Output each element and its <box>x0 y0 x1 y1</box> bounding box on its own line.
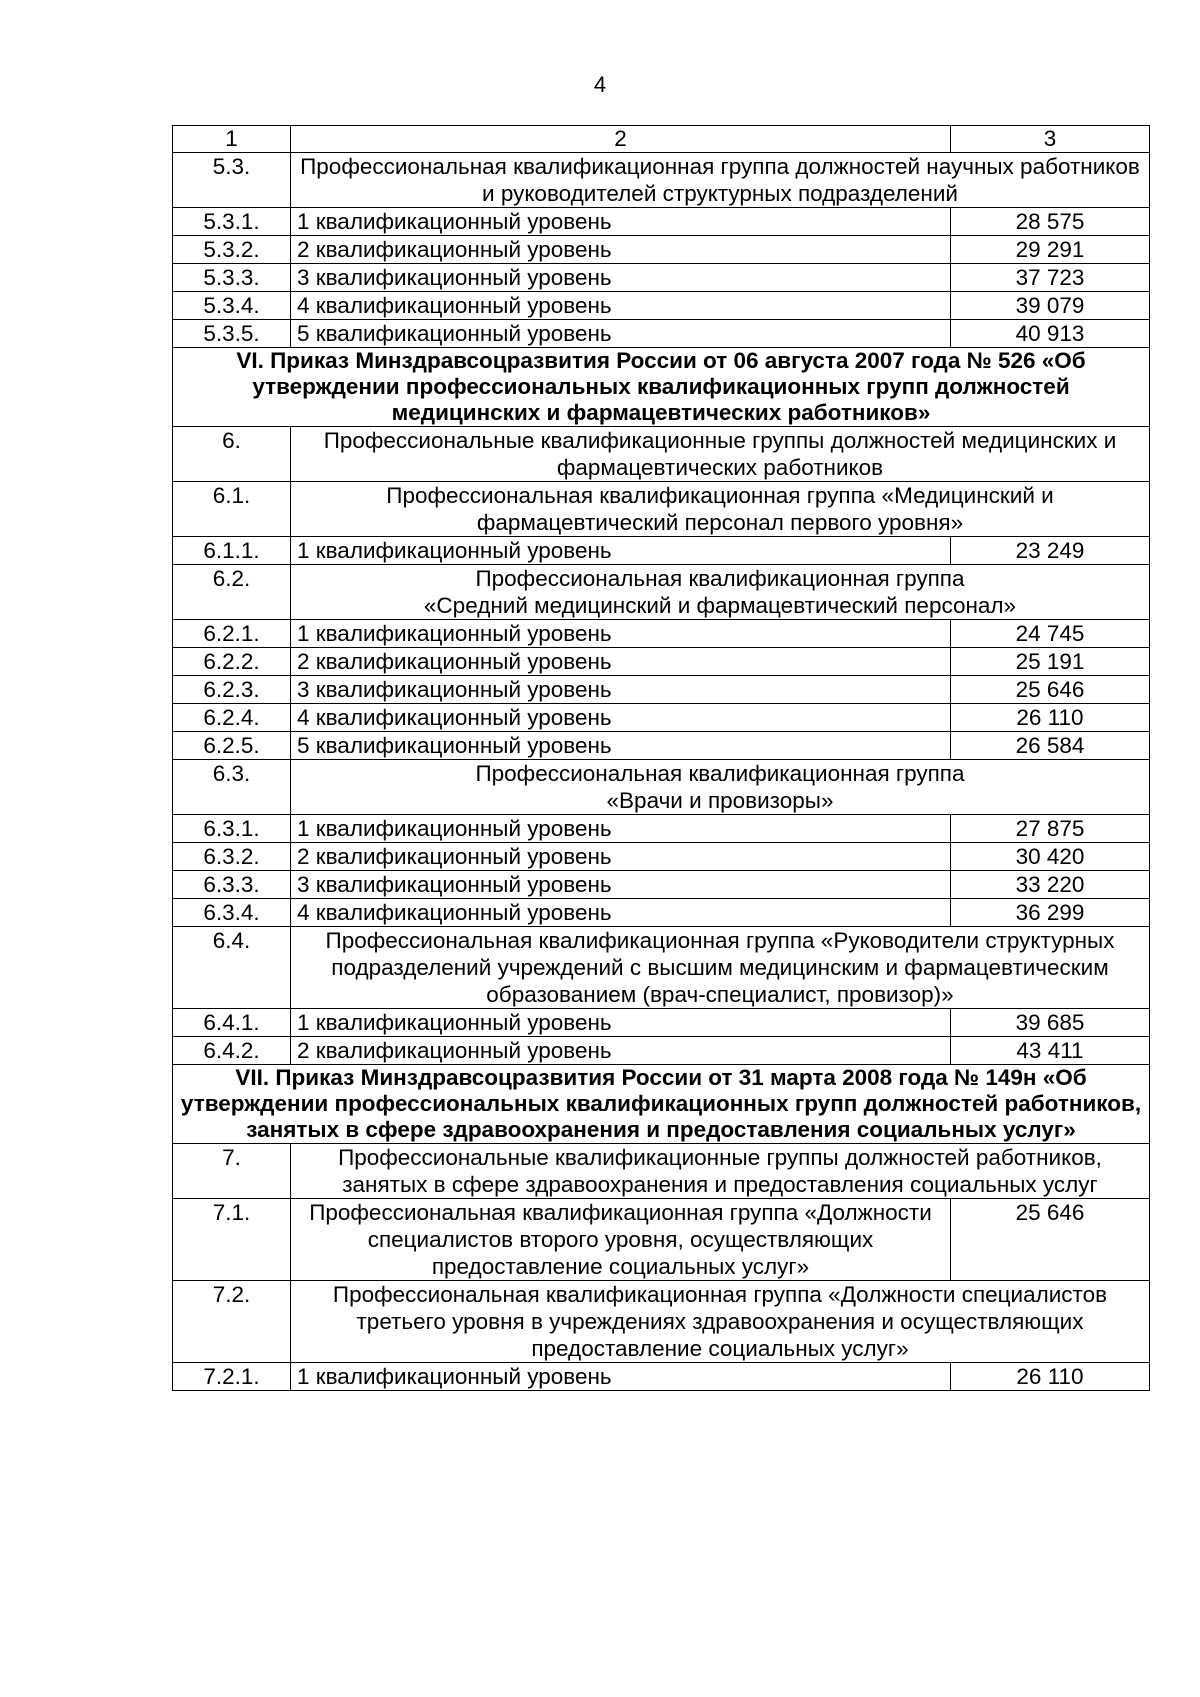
row-number: 6.3.1. <box>173 815 291 843</box>
row-number: 7.1. <box>173 1199 291 1281</box>
group-row <box>173 760 1150 815</box>
group-name-line2: «Средний медицинский и фармацевтический персонал» <box>423 593 1017 618</box>
row-number: 6.1. <box>173 482 291 537</box>
salary-value: 25 646 <box>951 676 1150 704</box>
level-name: 2 квалификационный уровень <box>291 1037 951 1065</box>
group-name <box>291 760 1150 815</box>
row-number: 6.2.4. <box>173 704 291 732</box>
level-name: 5 квалификационный уровень <box>291 320 951 348</box>
row-number: 7. <box>173 1144 291 1199</box>
table-row <box>173 236 1150 264</box>
level-name: 1 квалификационный уровень <box>291 1363 951 1391</box>
row-number: 5.3.5. <box>173 320 291 348</box>
salary-value: 39 685 <box>951 1009 1150 1037</box>
row-number: 6.2. <box>173 565 291 620</box>
group-row <box>173 482 1150 537</box>
group-row <box>173 1199 1150 1281</box>
table-row <box>173 871 1150 899</box>
header-col1: 1 <box>173 126 291 153</box>
row-number: 7.2.1. <box>173 1363 291 1391</box>
page-number: 4 <box>593 72 607 97</box>
table-row <box>173 1363 1150 1391</box>
row-number: 5.3.2. <box>173 236 291 264</box>
level-name: 2 квалификационный уровень <box>291 843 951 871</box>
row-number: 5.3. <box>173 153 291 208</box>
row-number: 6.3.4. <box>173 899 291 927</box>
group-name <box>291 565 1150 620</box>
row-number: 5.3.3. <box>173 264 291 292</box>
table-row <box>173 648 1150 676</box>
salary-value: 26 584 <box>951 732 1150 760</box>
salary-value: 40 913 <box>951 320 1150 348</box>
group-name: Профессиональные квалификационные группы должностей медицинских и фармацевтических работников <box>291 427 1150 482</box>
table-row <box>173 676 1150 704</box>
level-name: 5 квалификационный уровень <box>291 732 951 760</box>
table-row <box>173 704 1150 732</box>
group-row <box>173 153 1150 208</box>
table-row <box>173 899 1150 927</box>
salary-value: 28 575 <box>951 208 1150 236</box>
row-number: 6.4.1. <box>173 1009 291 1037</box>
salary-table <box>172 125 1150 1391</box>
level-name: 1 квалификационный уровень <box>291 620 951 648</box>
group-name-line1: Профессиональная квалификационная группа <box>475 761 965 786</box>
salary-value: 36 299 <box>951 899 1150 927</box>
group-name-line1: Профессиональная квалификационная группа <box>475 566 965 591</box>
level-name: 2 квалификационный уровень <box>291 648 951 676</box>
level-name: 2 квалификационный уровень <box>291 236 951 264</box>
table-row <box>173 320 1150 348</box>
group-name: Профессиональная квалификационная группа «Должности специалистов третьего уровня в учреждениях здравоохранения и осуществляющих предоставление социальных услуг» <box>291 1281 1150 1363</box>
salary-value: 25 191 <box>951 648 1150 676</box>
salary-value: 26 110 <box>951 704 1150 732</box>
salary-value: 39 079 <box>951 292 1150 320</box>
table-row <box>173 537 1150 565</box>
level-name: 4 квалификационный уровень <box>291 704 951 732</box>
salary-value: 33 220 <box>951 871 1150 899</box>
table-row <box>173 732 1150 760</box>
group-name: Профессиональные квалификационные группы должностей работников, занятых в сфере здравоохранения и предоставления социальных услуг <box>291 1144 1150 1199</box>
table-row <box>173 620 1150 648</box>
salary-value: 43 411 <box>951 1037 1150 1065</box>
row-number: 6.2.5. <box>173 732 291 760</box>
level-name: 3 квалификационный уровень <box>291 676 951 704</box>
group-name: Профессиональная квалификационная группа «Медицинский и фармацевтический персонал первого уровня» <box>291 482 1150 537</box>
level-name: 3 квалификационный уровень <box>291 871 951 899</box>
group-name-line2: «Врачи и провизоры» <box>606 788 834 813</box>
salary-value: 30 420 <box>951 843 1150 871</box>
level-name: 1 квалификационный уровень <box>291 208 951 236</box>
level-name: 1 квалификационный уровень <box>291 815 951 843</box>
header-col3: 3 <box>951 126 1150 153</box>
section-title: VI. Приказ Минздравсоцразвития России от 06 августа 2007 года № 526 «Об утверждении профессиональных квалификационных групп должностей медицинских и фармацевтических работников» <box>173 348 1150 427</box>
salary-value: 29 291 <box>951 236 1150 264</box>
level-name: 3 квалификационный уровень <box>291 264 951 292</box>
group-name: Профессиональная квалификационная группа должностей научных работников и руководителей структурных подразделений <box>291 153 1150 208</box>
row-number: 6.2.3. <box>173 676 291 704</box>
row-number: 6.3.2. <box>173 843 291 871</box>
level-name: 1 квалификационный уровень <box>291 1009 951 1037</box>
row-number: 6.3.3. <box>173 871 291 899</box>
salary-value: 25 646 <box>951 1199 1150 1281</box>
row-number: 6.3. <box>173 760 291 815</box>
table-row <box>173 1009 1150 1037</box>
section-row <box>173 348 1150 427</box>
section-title: VII. Приказ Минздравсоцразвития России от 31 марта 2008 года № 149н «Об утверждении профессиональных квалификационных групп должностей работников, занятых в сфере здравоохранения и предоставления социальных услуг» <box>173 1065 1150 1144</box>
level-name: 4 квалификационный уровень <box>291 899 951 927</box>
level-name: 4 квалификационный уровень <box>291 292 951 320</box>
group-row <box>173 1281 1150 1363</box>
row-number: 6.4.2. <box>173 1037 291 1065</box>
table-row <box>173 264 1150 292</box>
table-row <box>173 815 1150 843</box>
table-row <box>173 292 1150 320</box>
level-name: 1 квалификационный уровень <box>291 537 951 565</box>
group-name: Профессиональная квалификационная группа «Руководители структурных подразделений учреждений с высшим медицинским и фармацевтическим образованием (врач-специалист, провизор)» <box>291 927 1150 1009</box>
row-number: 6.2.2. <box>173 648 291 676</box>
row-number: 6.2.1. <box>173 620 291 648</box>
salary-value: 23 249 <box>951 537 1150 565</box>
salary-value: 37 723 <box>951 264 1150 292</box>
section-row <box>173 1065 1150 1144</box>
row-number: 7.2. <box>173 1281 291 1363</box>
salary-value: 26 110 <box>951 1363 1150 1391</box>
row-number: 6.1.1. <box>173 537 291 565</box>
group-row <box>173 1144 1150 1199</box>
group-row <box>173 427 1150 482</box>
row-number: 6. <box>173 427 291 482</box>
row-number: 6.4. <box>173 927 291 1009</box>
table-row <box>173 208 1150 236</box>
table-row <box>173 1037 1150 1065</box>
salary-value: 27 875 <box>951 815 1150 843</box>
group-name: Профессиональная квалификационная группа «Должности специалистов второго уровня, осуществляющих предоставление социальных услуг» <box>291 1199 951 1281</box>
row-number: 5.3.1. <box>173 208 291 236</box>
group-row <box>173 927 1150 1009</box>
header-col2: 2 <box>291 126 951 153</box>
row-number: 5.3.4. <box>173 292 291 320</box>
salary-value: 24 745 <box>951 620 1150 648</box>
table-row <box>173 843 1150 871</box>
group-row <box>173 565 1150 620</box>
table-header-row <box>173 126 1150 153</box>
